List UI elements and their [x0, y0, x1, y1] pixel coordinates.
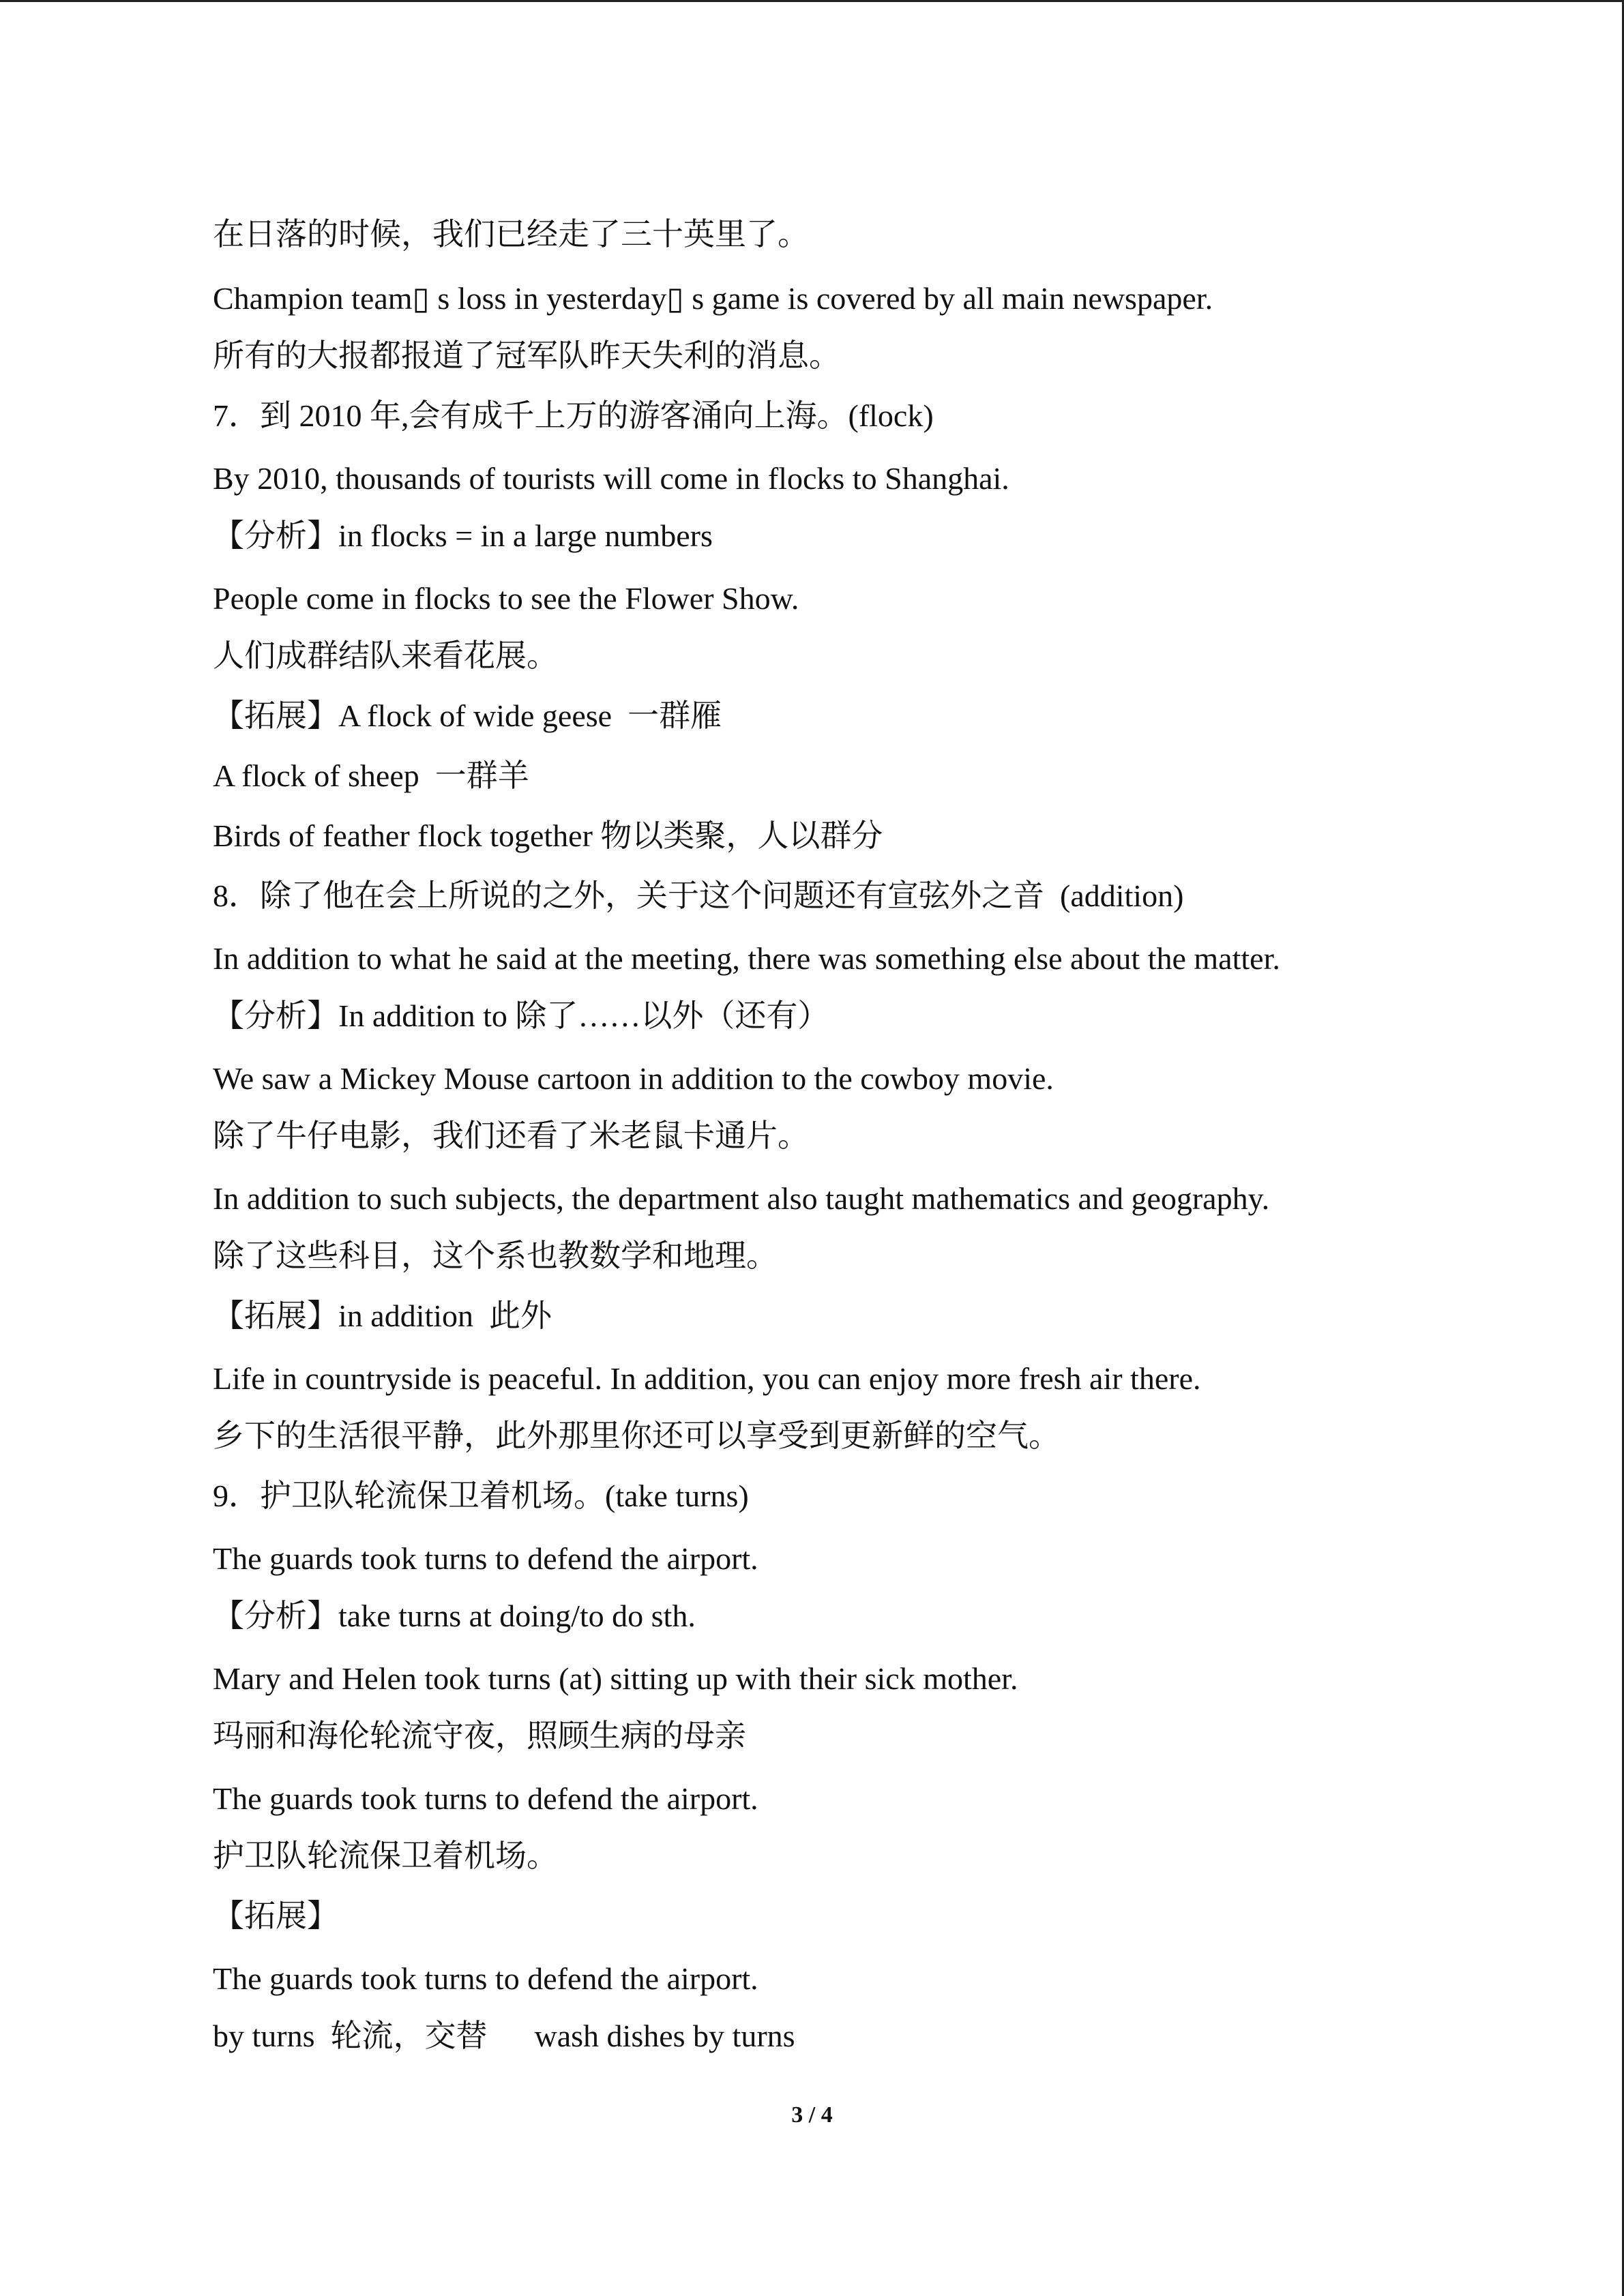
extension-heading: 【拓展】 [213, 1898, 338, 1933]
extension-heading: 【拓展】in addition 此外 [213, 1298, 552, 1333]
text-line: We saw a Mickey Mouse cartoon in addition to the cowboy movie. [213, 1061, 1054, 1096]
text-line: The guards took turns to defend the airport. [213, 1781, 758, 1816]
text-line: 乡下的生活很平静，此外那里你还可以享受到更新鲜的空气。 [213, 1418, 1060, 1453]
text-line: 所有的大报都报道了冠军队昨天失利的消息。 [213, 338, 840, 373]
text-line: In addition to such subjects, the department also taught mathematics and geography. [213, 1181, 1270, 1216]
text-line: 除了这些科目，这个系也教数学和地理。 [213, 1238, 778, 1273]
text-line: By 2010, thousands of tourists will come in flocks to Shanghai. [213, 461, 1009, 496]
text-line: by turns 轮流，交替 wash dishes by turns [213, 2018, 795, 2053]
text-line: People come in flocks to see the Flower Show. [213, 581, 799, 616]
text-line: 玛丽和海伦轮流守夜，照顾生病的母亲 [213, 1718, 746, 1753]
analysis-heading: 【分析】In addition to 除了……以外（还有） [213, 998, 829, 1033]
text-line: The guards took turns to defend the airport. [213, 1961, 758, 1996]
text-line: Champion team▯ s loss in yesterday▯ s game is covered by all main newspaper. [213, 281, 1213, 316]
analysis-heading: 【分析】take turns at doing/to do sth. [213, 1598, 696, 1633]
page-top-border [0, 0, 1624, 2]
text-line: Mary and Helen took turns (at) sitting up with their sick mother. [213, 1661, 1018, 1696]
numbered-item-9: 9．护卫队轮流保卫着机场。(take turns) [213, 1478, 749, 1513]
text-line: 人们成群结队来看花展。 [213, 638, 558, 673]
text-line: 在日落的时候，我们已经走了三十英里了。 [213, 217, 809, 252]
text-line: In addition to what he said at the meeting, there was something else about the matter. [213, 941, 1280, 976]
numbered-item-8: 8．除了他在会上所说的之外，关于这个问题还有宣弦外之音 (addition) [213, 878, 1184, 913]
text-line: Birds of feather flock together 物以类聚，人以群分 [213, 818, 883, 853]
text-line: 除了牛仔电影，我们还看了米老鼠卡通片。 [213, 1118, 809, 1153]
analysis-heading: 【分析】in flocks = in a large numbers [213, 518, 713, 553]
text-line: A flock of sheep 一群羊 [213, 758, 529, 793]
text-line: Life in countryside is peaceful. In addition, you can enjoy more fresh air there. [213, 1361, 1201, 1396]
numbered-item-7: 7．到 2010 年,会有成千上万的游客涌向上海。(flock) [213, 398, 934, 433]
text-line: The guards took turns to defend the airport. [213, 1541, 758, 1576]
extension-heading: 【拓展】A flock of wide geese 一群雁 [213, 698, 722, 733]
text-line: 护卫队轮流保卫着机场。 [213, 1838, 558, 1873]
page-number: 3 / 4 [791, 2102, 833, 2128]
